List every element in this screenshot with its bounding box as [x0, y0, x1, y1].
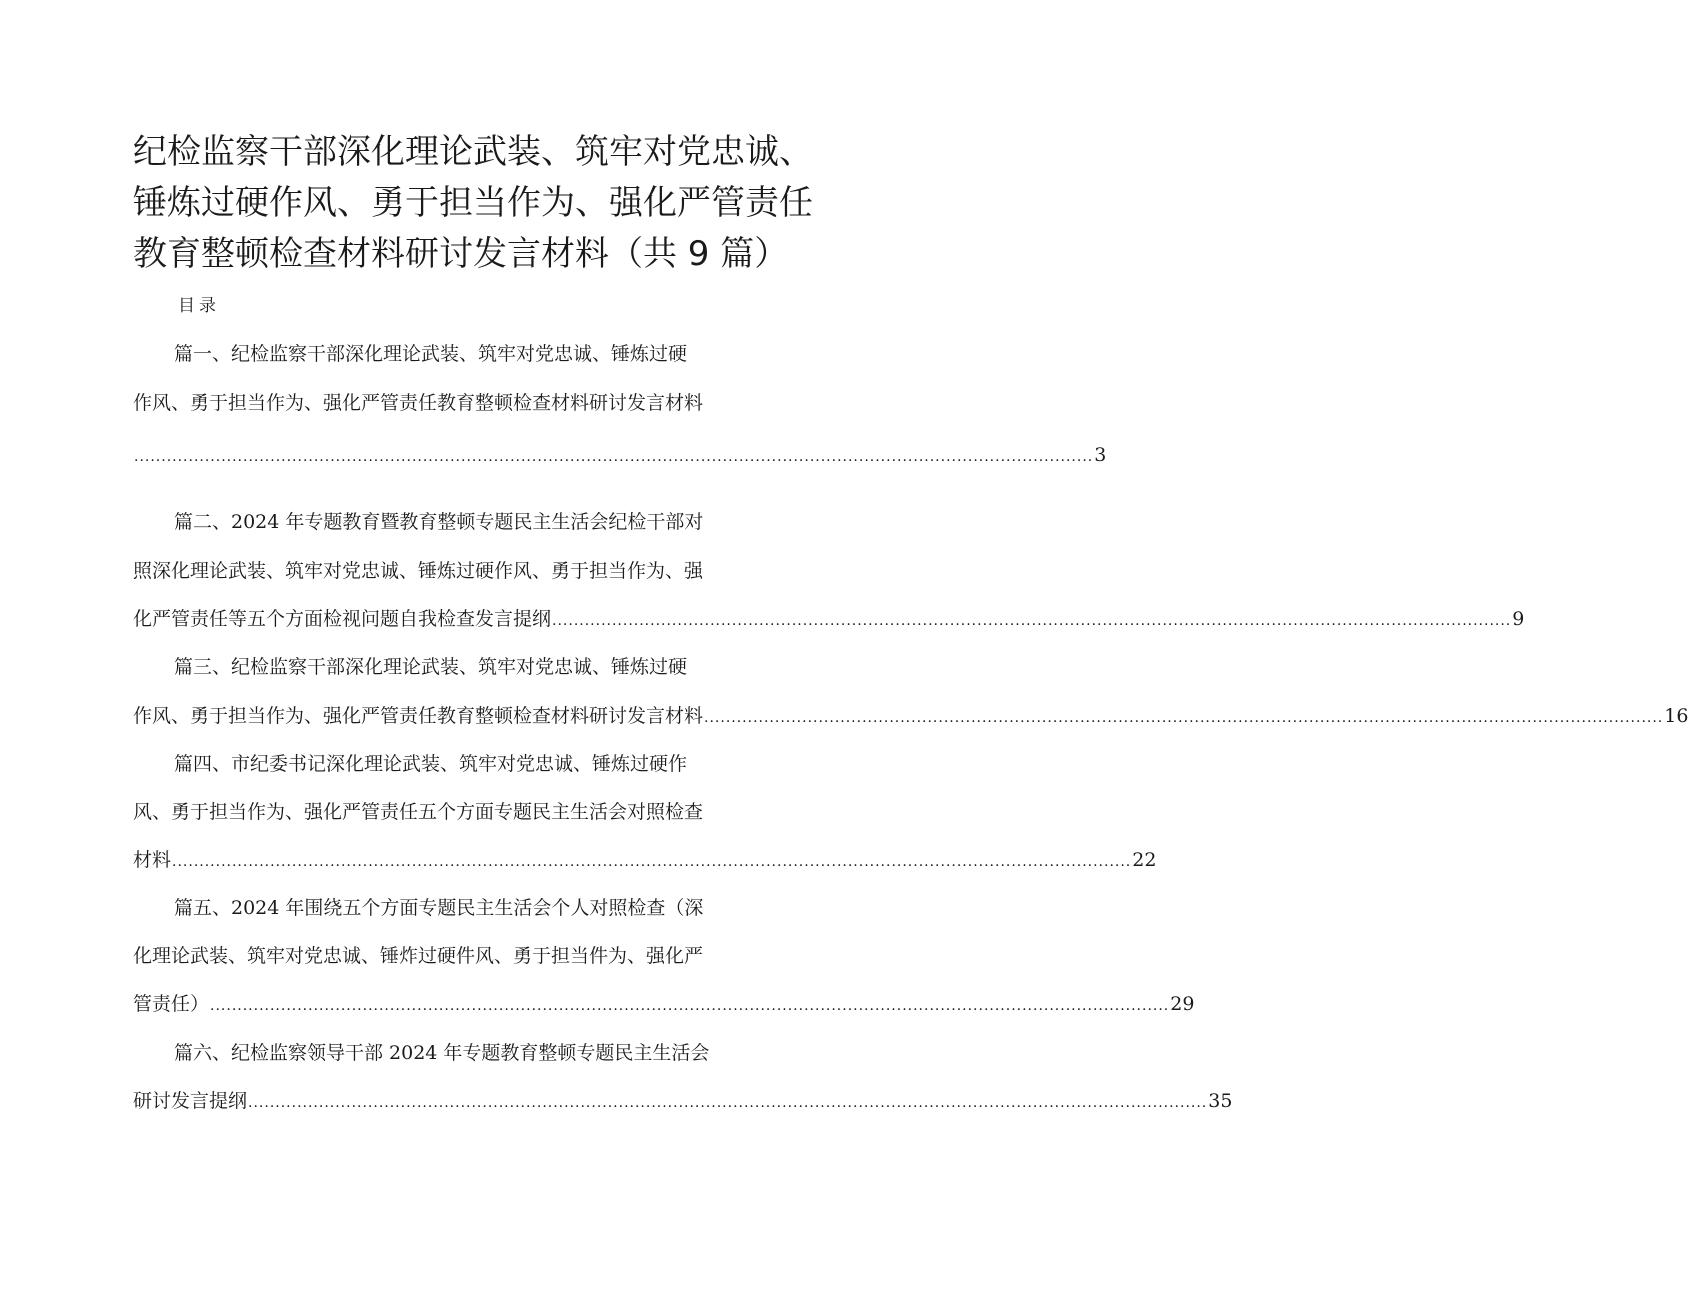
toc-entry-3-line-2: 作风、勇于担当作为、强化严管责任教育整顿检查材料研讨发言材料	[133, 705, 704, 727]
toc-entry-6-line-2: 研讨发言提纲	[133, 1090, 248, 1112]
toc-entry-2-line-1[interactable]: 篇二、2024 年专题教育暨教育整顿专题民主生活会纪检干部对	[174, 511, 704, 533]
toc-entry-4-line-3: 材料	[133, 849, 172, 871]
document-title	[133, 127, 813, 280]
toc-entry-1-leader-line[interactable]	[133, 440, 1107, 470]
dot-leader: ................................................................................................................................................................................	[210, 998, 1170, 1014]
toc-entry-2-page: 9	[1512, 608, 1525, 630]
toc-heading: 目录	[178, 296, 220, 316]
toc-entry-5-leader-line[interactable]	[133, 989, 1195, 1019]
toc-entry-6-line-1[interactable]: 篇六、纪检监察领导干部 2024 年专题教育整顿专题民主生活会	[174, 1042, 710, 1064]
toc-entry-6-leader-line[interactable]	[133, 1086, 1233, 1116]
toc-entry-3-leader-line[interactable]	[133, 701, 1688, 731]
toc-entry-5-line-3: 管责任）	[133, 993, 210, 1015]
toc-entry-4-line-2[interactable]: 风、勇于担当作为、强化严管责任五个方面专题民主生活会对照检查	[133, 801, 704, 823]
title-line-1: 纪检监察干部深化理论武装、筑牢对党忠诚、	[133, 132, 813, 172]
toc-entry-2-line-2[interactable]: 照深化理论武装、筑牢对党忠诚、锤炼过硬作风、勇于担当作为、强	[133, 560, 704, 582]
dot-leader: ................................................................................................................................................................................	[248, 1095, 1208, 1111]
toc-entry-4-line-1[interactable]: 篇四、市纪委书记深化理论武装、筑牢对党忠诚、锤炼过硬作	[174, 753, 688, 775]
toc-entry-3-page: 16	[1664, 705, 1688, 727]
dot-leader: ................................................................................................................................................................................	[134, 449, 1094, 465]
toc-entry-4-leader-line[interactable]	[133, 845, 1157, 875]
toc-entry-1-page: 3	[1094, 444, 1107, 466]
toc-entry-3-line-1[interactable]: 篇三、纪检监察干部深化理论武装、筑牢对党忠诚、锤炼过硬	[174, 656, 688, 678]
toc-entry-5-line-2[interactable]: 化理论武装、筑牢对党忠诚、锤炸过硬件风、勇于担当件为、强化严	[133, 945, 704, 967]
toc-entry-2-leader-line[interactable]	[133, 604, 1525, 634]
title-line-3: 教育整顿检查材料研讨发言材料（共 9 篇）	[133, 234, 789, 274]
toc-entry-2-line-3: 化严管责任等五个方面检视问题自我检查发言提纲	[133, 608, 552, 630]
dot-leader: ................................................................................................................................................................................	[172, 854, 1132, 870]
title-line-2: 锤炼过硬作风、勇于担当作为、强化严管责任	[133, 183, 813, 223]
dot-leader: ................................................................................................................................................................................	[704, 710, 1664, 726]
toc-entry-5-line-1[interactable]: 篇五、2024 年围绕五个方面专题民主生活会个人对照检查（深	[174, 897, 704, 919]
toc-entry-6-page: 35	[1208, 1090, 1233, 1112]
dot-leader: ................................................................................................................................................................................	[552, 613, 1512, 629]
toc-entry-5-page: 29	[1170, 993, 1195, 1015]
toc-entry-1-line-1[interactable]: 篇一、纪检监察干部深化理论武装、筑牢对党忠诚、锤炼过硬	[174, 343, 688, 365]
toc-entry-1-line-2[interactable]: 作风、勇于担当作为、强化严管责任教育整顿检查材料研讨发言材料	[133, 392, 704, 414]
toc-entry-4-page: 22	[1132, 849, 1157, 871]
